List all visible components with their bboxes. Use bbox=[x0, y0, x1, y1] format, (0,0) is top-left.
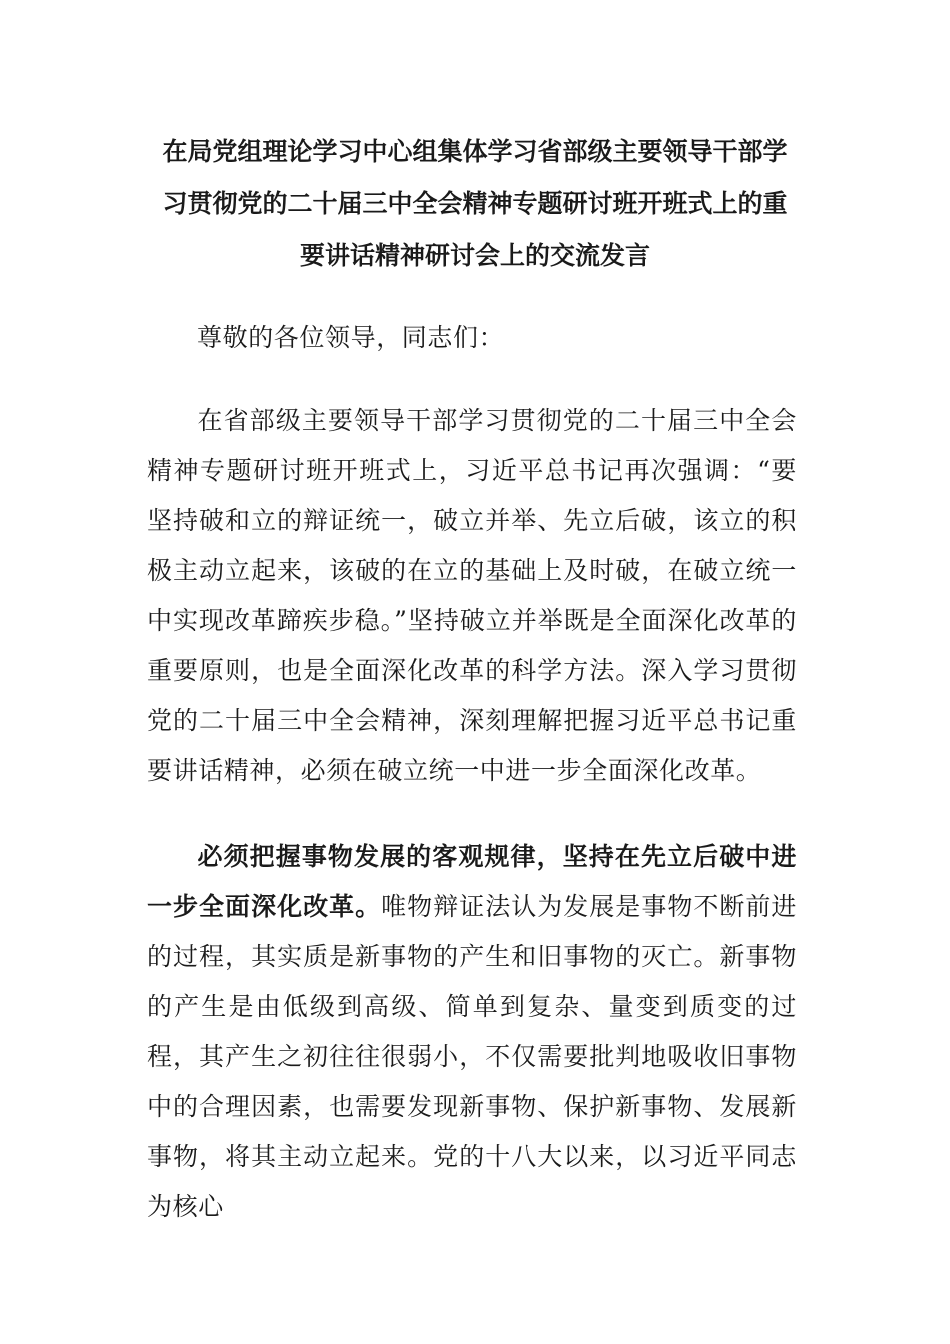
paragraph-1 bbox=[147, 396, 797, 796]
paragraph-2-body: 唯物辩证法认为发展是事物不断前进的过程，其实质是新事物的产生和旧事物的灭亡。新事物的产生是由低级到高级、简单到复杂、量变到质变的过程，其产生之初往往很弱小，不仅需要批判地吸收旧事物中的合理因素，也需要发现新事物、保护新事物、发展新事物，将其主动立起来。党的十八大以来，以习近平同志为核心 bbox=[147, 892, 797, 1221]
paragraph-1-text: 在省部级主要领导干部学习贯彻党的二十届三中全会精神专题研讨班开班式上，习近平总书记再次强调：“要坚持破和立的辩证统一，破立并举、先立后破，该立的积极主动立起来，该破的在立的基础上及时破，在破立统一中实现改革蹄疾步稳。”坚持破立并举既是全面深化改革的重要原则，也是全面深化改革的科学方法。深入学习贯彻党的二十届三中全会精神，深刻理解把握习近平总书记重要讲话精神，必须在破立统一中进一步全面深化改革。 bbox=[147, 406, 797, 785]
title-line-3: 要讲话精神研讨会上的交流发言 bbox=[299, 241, 650, 270]
paragraph-2-lead: 必须把握事物发展的客观规律，坚持在先立后破中进一步全面深化改革。 bbox=[147, 842, 797, 921]
title-line-2: 习贯彻党的二十届三中全会精神专题研讨班开班式上的重 bbox=[162, 189, 788, 218]
title-line-1: 在局党组理论学习中心组集体学习省部级主要领导干部学 bbox=[162, 137, 788, 166]
salutation bbox=[147, 313, 797, 363]
salutation-text: 尊敬的各位领导，同志们： bbox=[197, 323, 505, 352]
paragraph-2 bbox=[147, 832, 797, 1232]
document-title bbox=[150, 126, 800, 282]
